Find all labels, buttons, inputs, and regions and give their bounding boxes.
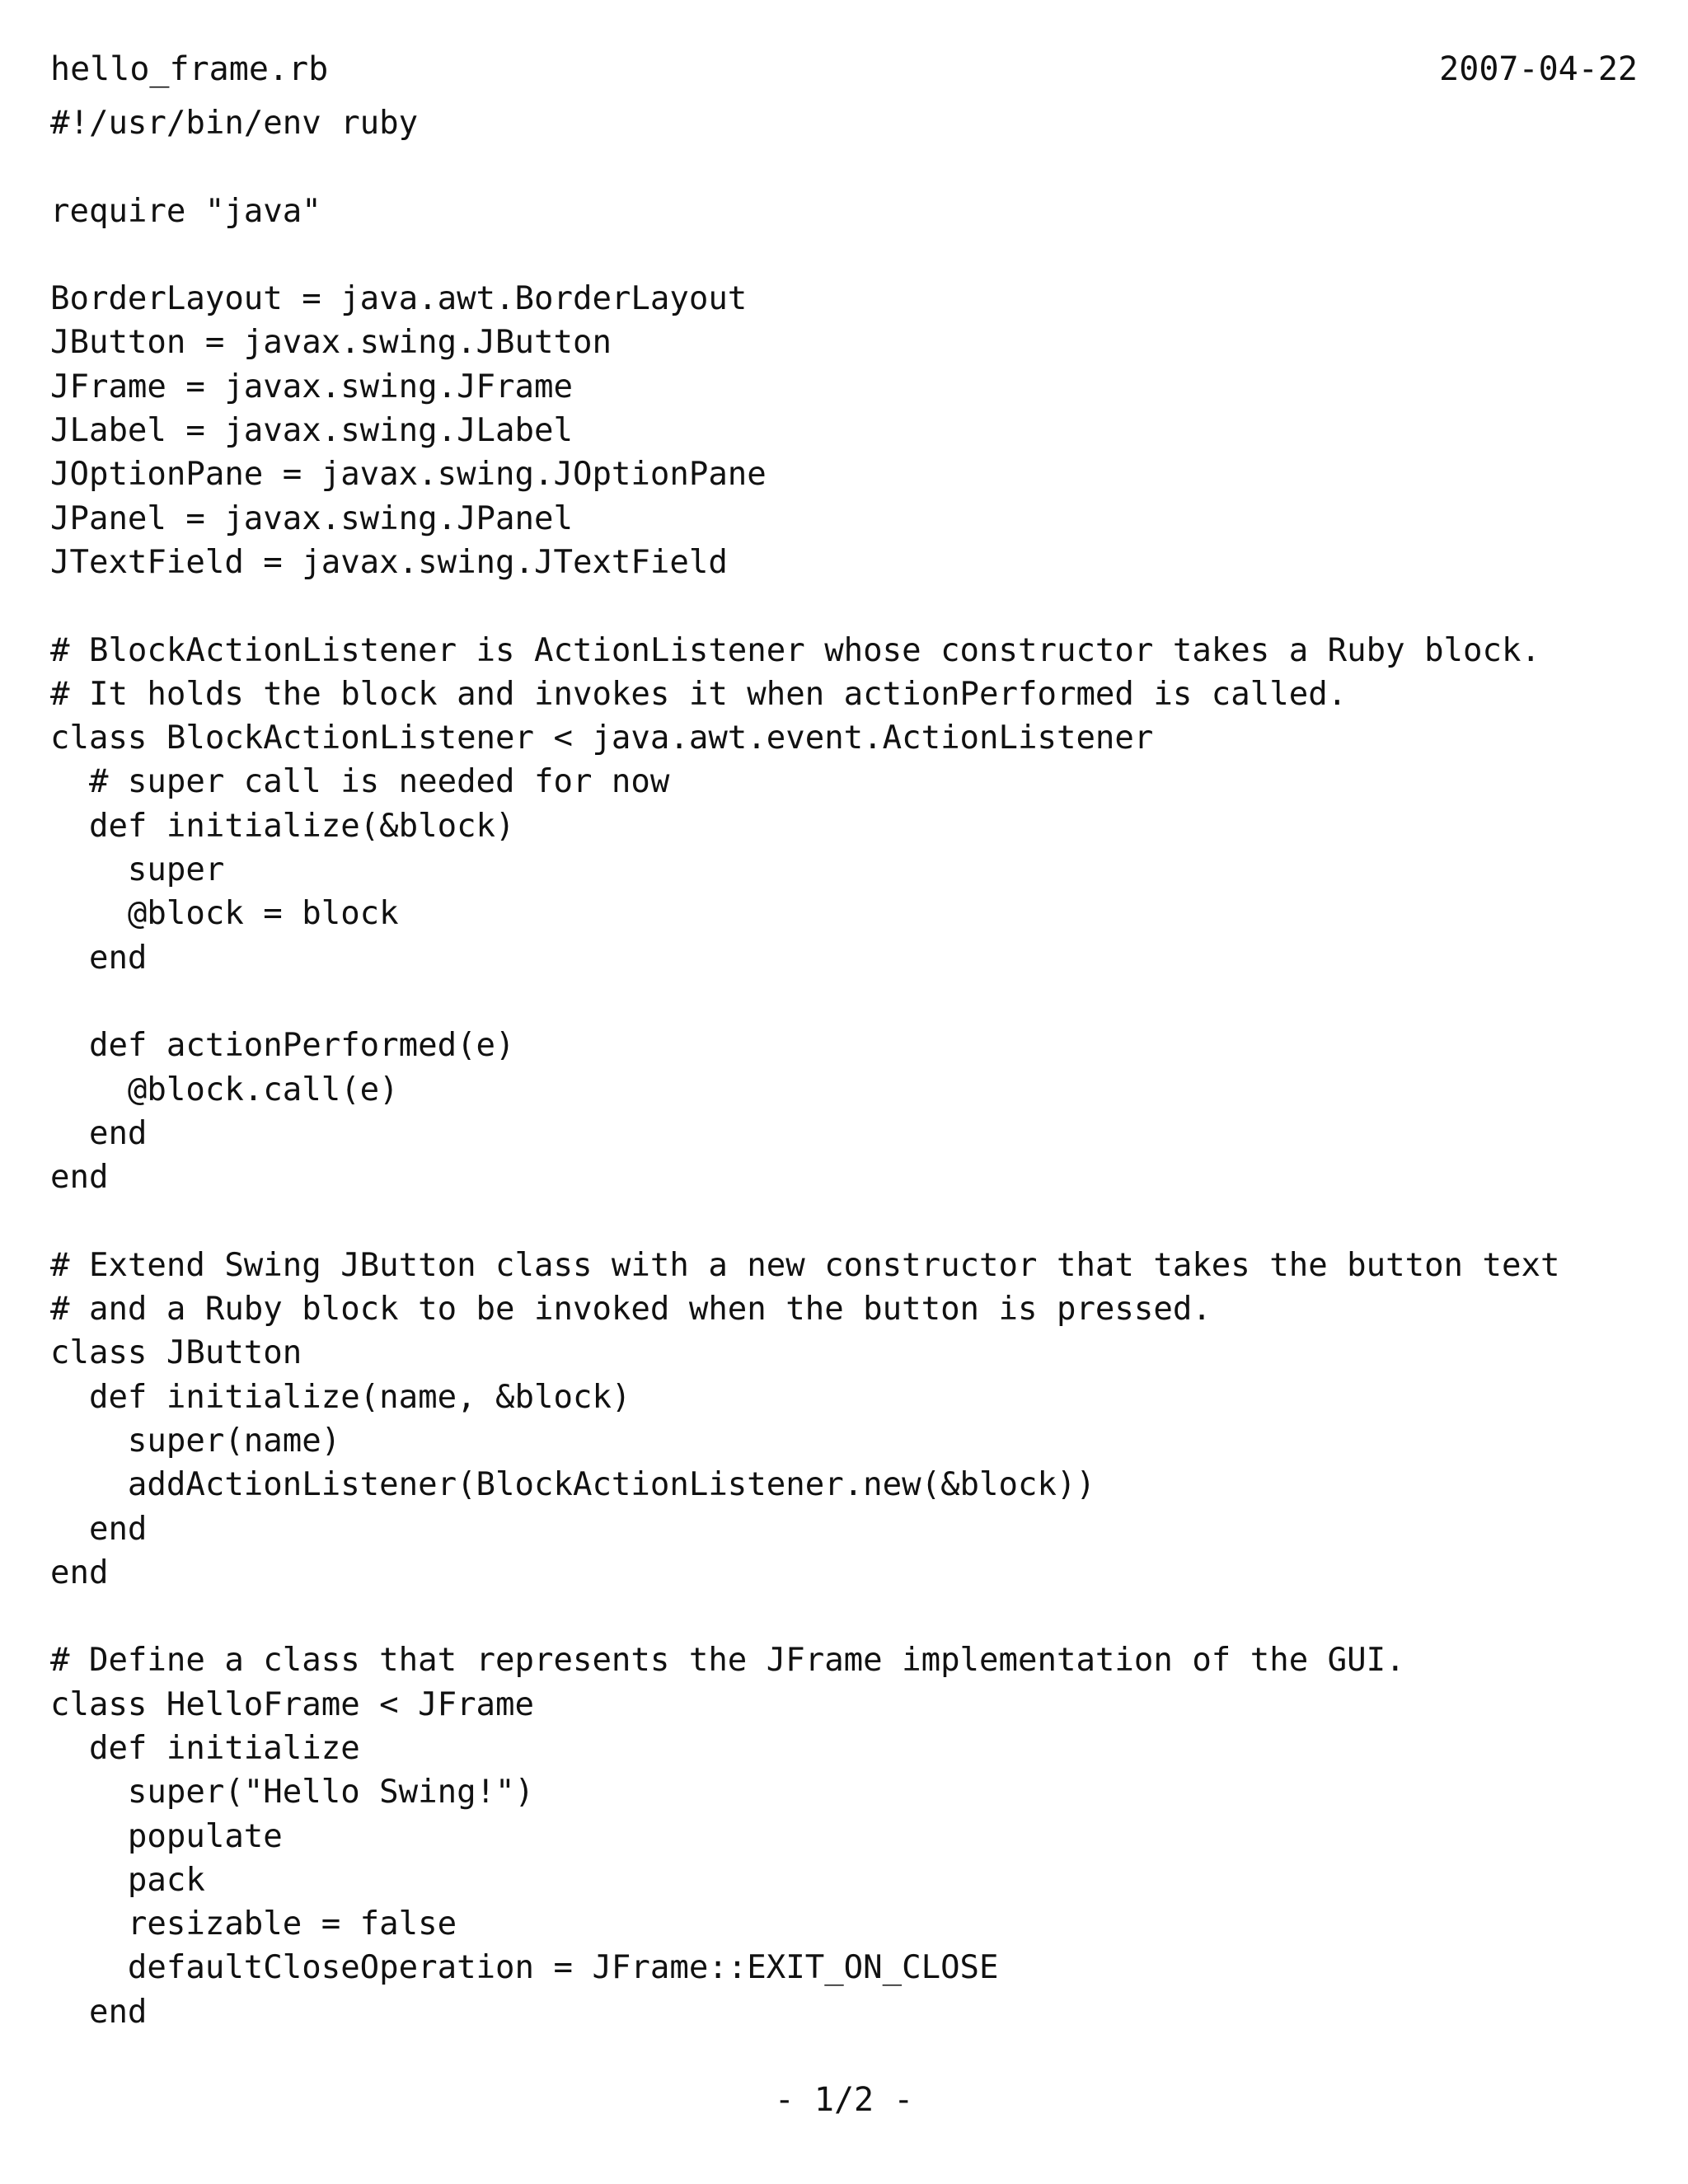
page-header [50,46,1638,92]
code-line: JFrame = javax.swing.JFrame [50,368,573,405]
code-line: JButton = javax.swing.JButton [50,324,612,362]
code-line: defaultCloseOperation = JFrame::EXIT_ON_CLOSE [50,1949,999,1987]
code-line: end [50,939,148,977]
code-line [50,1595,1559,1638]
code-line: # and a Ruby block to be invoked when the button is pressed. [50,1291,1212,1329]
page-footer [0,2077,1688,2123]
code-line: # Define a class that represents the JFrame implementation of the GUI. [50,1642,1405,1680]
code-line: JTextField = javax.swing.JTextField [50,543,728,581]
code-line: BorderLayout = java.awt.BorderLayout [50,280,748,318]
code-line: @block.call(e) [50,1071,399,1108]
code-line: resizable = false [50,1905,457,1943]
code-line: end [50,1510,148,1548]
code-line: require "java" [50,192,321,230]
code-line: end [50,1993,148,2031]
file-name: hello_frame.rb [50,50,329,88]
code-line: JLabel = javax.swing.JLabel [50,412,573,450]
code-line: # BlockActionListener is ActionListener whose constructor takes a Ruby block. [50,631,1540,669]
code-line [50,233,1559,277]
code-line [50,980,1559,1024]
code-line: def initialize(name, &block) [50,1378,631,1416]
code-line: class JButton [50,1334,302,1372]
code-line: # It holds the block and invokes it when actionPerformed is called. [50,675,1348,713]
code-line: super [50,851,225,889]
code-line: end [50,1159,109,1197]
page-number: - 1/2 - [774,2081,914,2119]
code-line [50,145,1559,189]
code-listing [50,101,1559,2034]
code-line: def initialize [50,1729,360,1767]
code-line: # super call is needed for now [50,763,670,801]
code-line [50,584,1559,628]
code-line [50,1199,1559,1243]
code-line: end [50,1114,148,1152]
code-line: pack [50,1861,205,1899]
code-line: #!/usr/bin/env ruby [50,105,419,142]
code-line: class BlockActionListener < java.awt.event.ActionListener [50,719,1154,757]
code-line: super("Hello Swing!") [50,1774,534,1811]
code-line: def actionPerformed(e) [50,1027,515,1065]
code-line: JPanel = javax.swing.JPanel [50,499,573,537]
code-line: super(name) [50,1422,341,1460]
print-date: 2007-04-22 [1439,50,1638,88]
code-line: populate [50,1817,283,1855]
code-line: def initialize(&block) [50,807,515,845]
code-line: addActionListener(BlockActionListener.new(&block)) [50,1466,1095,1504]
code-line: JOptionPane = javax.swing.JOptionPane [50,456,767,494]
code-line: class HelloFrame < JFrame [50,1685,534,1723]
code-line: @block = block [50,895,399,933]
code-line: # Extend Swing JButton class with a new constructor that takes the button text [50,1246,1560,1284]
code-line: end [50,1554,109,1591]
